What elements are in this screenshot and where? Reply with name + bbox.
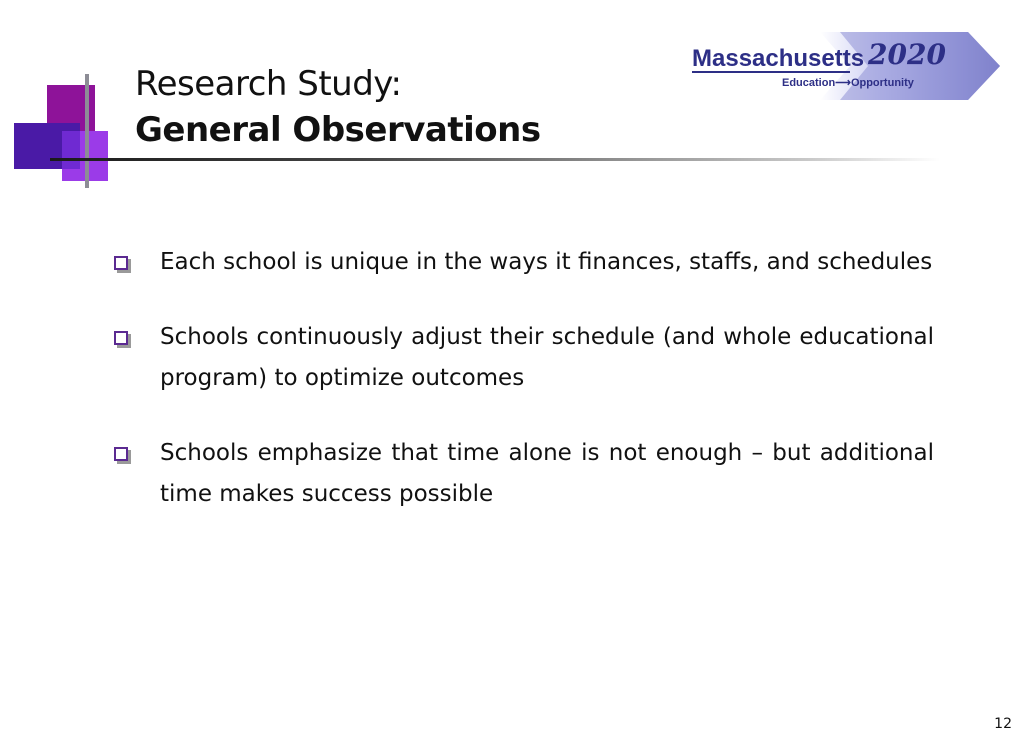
slide-title-line-1: Research Study: [135, 64, 402, 104]
decorative-vertical-line [85, 74, 89, 188]
bullet-text: Schools emphasize that time alone is not enough – but additional time makes success possible [160, 440, 934, 507]
bullet-item [110, 433, 934, 515]
square-bullet-icon [114, 447, 128, 461]
massachusetts-2020-logo [690, 32, 1000, 102]
bullet-text: Schools continuously adjust their schedule (and whole educational program) to optimize outcomes [160, 324, 934, 391]
bullet-item [110, 242, 934, 283]
logo-tagline-text: Education⟶Opportunity [782, 77, 914, 89]
title-underline [50, 158, 940, 161]
bullet-item [110, 317, 934, 399]
slide-title-line-2: General Observations [135, 110, 541, 150]
logo-year-text: 2020 [868, 38, 946, 71]
decorative-square-overlap [62, 131, 80, 169]
square-bullet-icon [114, 331, 128, 345]
page-number: 12 [994, 716, 1012, 732]
logo-brand-text: Massachusetts [692, 45, 865, 72]
bullet-list [110, 242, 934, 549]
bullet-text: Each school is unique in the ways it finances, staffs, and schedules [160, 249, 933, 275]
square-bullet-icon [114, 256, 128, 270]
